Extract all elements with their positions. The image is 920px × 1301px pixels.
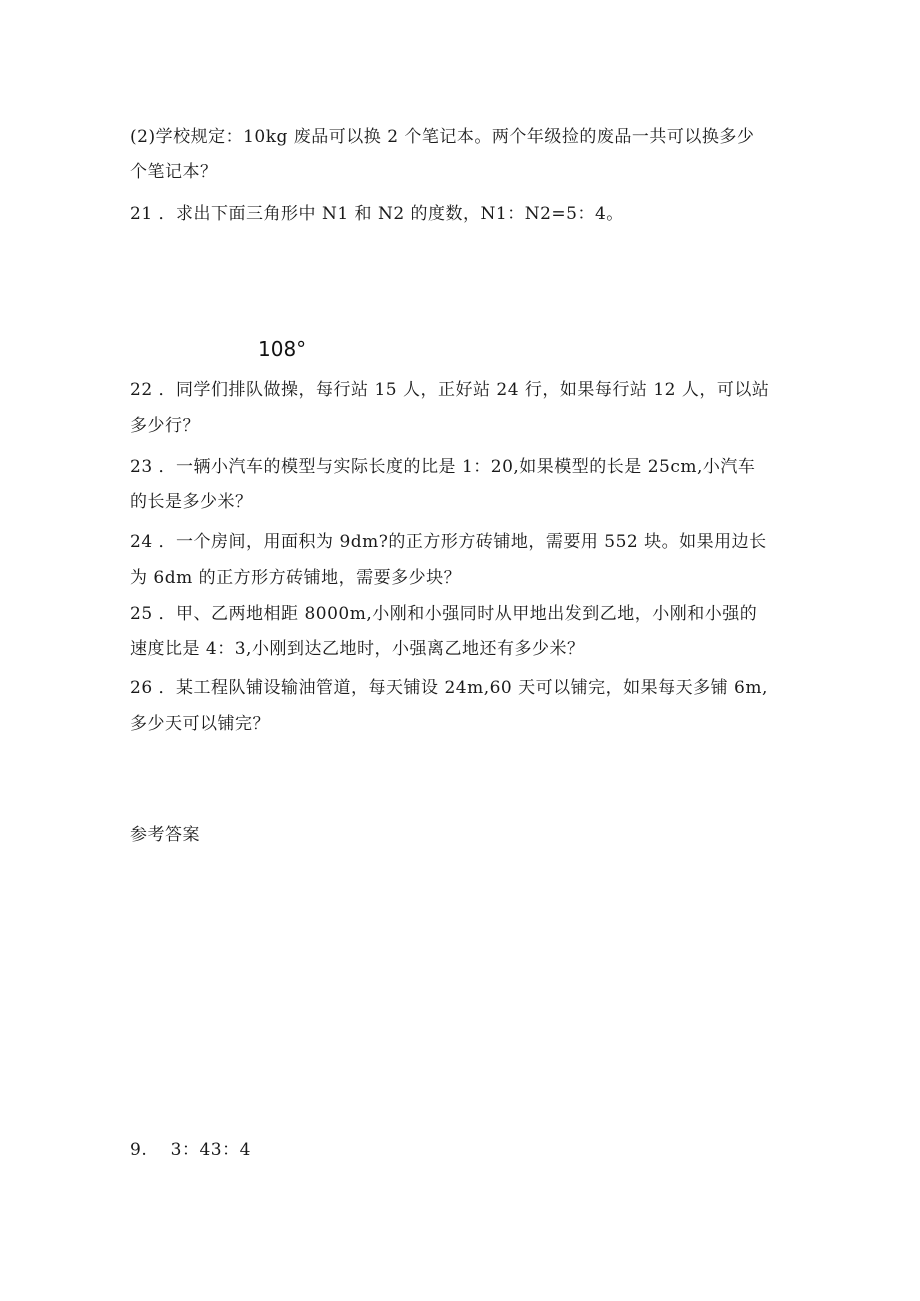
q20-part2-line2: 个笔记本？ — [130, 162, 218, 182]
q21-text: 21 ．求出下面三角形中 N1 和 N2 的度数，N1：N2=5：4。 — [130, 204, 624, 224]
answer-9: 9. 3：43：4 — [130, 1140, 251, 1160]
q23-line2: 的长是多少米？ — [130, 492, 253, 512]
q26-line2: 多少天可以铺完？ — [130, 714, 270, 734]
triangle-angle-label: 108° — [258, 337, 307, 361]
q22-line1: 22 ．同学们排队做操，每行站 15 人，正好站 24 行，如果每行站 12 人，可以站 — [130, 380, 770, 400]
q23-line1: 23 ．一辆小汽车的模型与实际长度的比是 1：20,如果模型的长是 25cm,小汽车 — [130, 457, 756, 477]
q22-line2: 多少行？ — [130, 416, 200, 436]
q24-line1: 24 ．一个房间，用面积为 9dm?的正方形方砖铺地，需要用 552 块。如果用边长 — [130, 532, 767, 552]
q26-line1: 26 ．某工程队铺设输油管道，每天铺设 24m,60 天可以铺完，如果每天多铺 6m, — [130, 678, 768, 698]
q25-line2: 速度比是 4：3,小刚到达乙地时，小强离乙地还有多少米？ — [130, 639, 585, 659]
answers-heading: 参考答案 — [130, 825, 200, 845]
q24-line2: 为 6dm 的正方形方砖铺地，需要多少块？ — [130, 568, 462, 588]
q25-line1: 25 ．甲、乙两地相距 8000m,小刚和小强同时从甲地出发到乙地，小刚和小强的 — [130, 604, 758, 624]
q20-part2-line1: (2)学校规定：10kg 废品可以换 2 个笔记本。两个年级捡的废品一共可以换多少 — [130, 127, 755, 147]
